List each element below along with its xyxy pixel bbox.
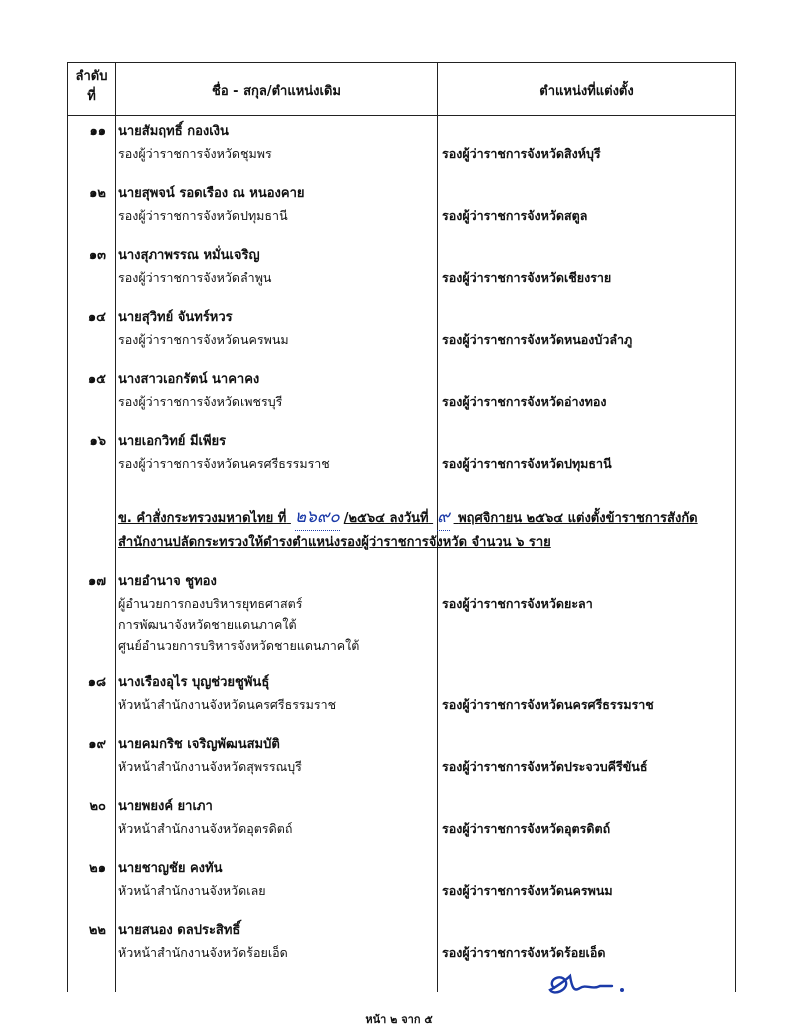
table-border-right xyxy=(735,62,736,992)
row-person-name: นายสัมฤทธิ์ กองเงิน xyxy=(118,124,229,139)
row-number: ๒๒ xyxy=(88,923,106,938)
header-bottom-line xyxy=(67,115,736,116)
row-old-position: หัวหน้าสำนักงานจังหวัดอุตรดิตถ์ xyxy=(118,821,293,836)
row-number: ๑๗ xyxy=(87,574,106,589)
row-new-position: รองผู้ว่าราชการจังหวัดนครศรีธรรมราช xyxy=(442,697,654,712)
row-new-position: รองผู้ว่าราชการจังหวัดอุตรดิตถ์ xyxy=(442,821,611,836)
row-new-position: รองผู้ว่าราชการจังหวัดประจวบคีรีขันธ์ xyxy=(442,759,648,774)
order-line-1 xyxy=(118,503,698,531)
row-old-position: หัวหน้าสำนักงานจังหวัดร้อยเอ็ด xyxy=(118,945,288,960)
row-old-position: หัวหน้าสำนักงานจังหวัดสุพรรณบุรี xyxy=(118,759,302,774)
row-old-position: รองผู้ว่าราชการจังหวัดปทุมธานี xyxy=(118,208,288,223)
row-old-position: การพัฒนาจังหวัดชายแดนภาคใต้ xyxy=(118,617,297,632)
row-number: ๑๖ xyxy=(89,434,106,449)
row-old-position: รองผู้ว่าราชการจังหวัดนครศรีธรรมราช xyxy=(118,456,330,471)
row-new-position: รองผู้ว่าราชการจังหวัดหนองบัวลำภู xyxy=(442,332,633,347)
order-prefix: ข. คำสั่งกระทรวงมหาดไทย ที่ xyxy=(118,511,287,526)
row-number: ๑๕ xyxy=(87,372,106,387)
row-old-position: รองผู้ว่าราชการจังหวัดเพชรบุรี xyxy=(118,394,283,409)
handwritten-order-number: ๒๖๙๐ xyxy=(295,503,340,531)
row-number: ๑๒ xyxy=(89,186,106,201)
row-new-position: รองผู้ว่าราชการจังหวัดยะลา xyxy=(442,596,593,611)
row-number: ๑๓ xyxy=(88,248,106,263)
row-new-position: รองผู้ว่าราชการจังหวัดปทุมธานี xyxy=(442,456,612,471)
header-col-new: ตำแหน่งที่แต่งตั้ง xyxy=(539,84,634,99)
row-person-name: นางสุภาพรรณ หมั่นเจริญ xyxy=(118,248,260,263)
row-number: ๒๐ xyxy=(89,799,106,814)
row-number: ๑๙ xyxy=(88,737,106,752)
signature-mark xyxy=(540,968,630,1004)
row-new-position: รองผู้ว่าราชการจังหวัดนครพนม xyxy=(442,883,613,898)
row-old-position: รองผู้ว่าราชการจังหวัดชุมพร xyxy=(118,146,272,161)
row-person-name: นางเรืองอุไร บุญช่วยชูพันธุ์ xyxy=(118,675,270,690)
row-new-position: รองผู้ว่าราชการจังหวัดเชียงราย xyxy=(442,270,612,285)
row-person-name: นายเอกวิทย์ มีเพียร xyxy=(118,434,227,449)
handwritten-order-day: ๙ xyxy=(437,503,449,531)
row-person-name: นายคมกริช เจริญพัฒนสมบัติ xyxy=(118,737,280,752)
header-col-name: ชื่อ - สกุล/ตำแหน่งเดิม xyxy=(212,84,341,99)
table-divider-1 xyxy=(115,62,116,992)
row-old-position: หัวหน้าสำนักงานจังหวัดนครศรีธรรมราช xyxy=(118,697,337,712)
header-col-no-line1: ลำดับ xyxy=(75,69,108,84)
table-border-top xyxy=(67,62,736,63)
header-col-no xyxy=(68,67,115,107)
row-number: ๒๑ xyxy=(89,861,106,876)
row-new-position: รองผู้ว่าราชการจังหวัดสิงห์บุรี xyxy=(442,146,601,161)
row-person-name: นายพยงค์ ยาเภา xyxy=(118,799,213,814)
row-new-position: รองผู้ว่าราชการจังหวัดร้อยเอ็ด xyxy=(442,945,606,960)
page-footer: หน้า ๒ จาก ๕ xyxy=(365,1013,433,1026)
row-old-position: หัวหน้าสำนักงานจังหวัดเลย xyxy=(118,883,266,898)
row-old-position: รองผู้ว่าราชการจังหวัดนครพนม xyxy=(118,332,289,347)
row-person-name: นายสุพจน์ รอดเรือง ณ หนองคาย xyxy=(118,186,305,201)
row-new-position: รองผู้ว่าราชการจังหวัดสตูล xyxy=(442,208,588,223)
row-number: ๑๘ xyxy=(87,675,106,690)
header-col-no-line2: ที่ xyxy=(87,89,96,104)
row-new-position: รองผู้ว่าราชการจังหวัดอ่างทอง xyxy=(442,394,607,409)
row-person-name: นางสาวเอกรัตน์ นาคาคง xyxy=(118,372,260,387)
row-old-position: ศูนย์อำนวยการบริหารจังหวัดชายแดนภาคใต้ xyxy=(118,638,360,653)
row-person-name: นายสุวิทย์ จันทร์หวร xyxy=(118,310,233,325)
order-date-prefix: /๒๕๖๔ ลงวันที่ xyxy=(343,511,429,526)
row-old-position: ผู้อำนวยการกองบริหารยุทธศาสตร์ xyxy=(118,596,303,611)
order-line-2: สำนักงานปลัดกระทรวงให้ดำรงตำแหน่งรองผู้ว่าราชการจังหวัด จำนวน ๖ ราย xyxy=(118,535,551,550)
row-old-position: รองผู้ว่าราชการจังหวัดลำพูน xyxy=(118,270,272,285)
row-person-name: นายสนอง ดลประสิทธิ์ xyxy=(118,923,241,938)
row-person-name: นายชาญชัย คงทัน xyxy=(118,861,223,876)
row-person-name: นายอำนาจ ชูทอง xyxy=(118,574,217,589)
order-suffix: พฤศจิกายน ๒๕๖๔ แต่งตั้งข้าราชการสังกัด xyxy=(458,511,698,526)
row-number: ๑๔ xyxy=(87,310,106,325)
row-number: ๑๑ xyxy=(89,124,106,139)
